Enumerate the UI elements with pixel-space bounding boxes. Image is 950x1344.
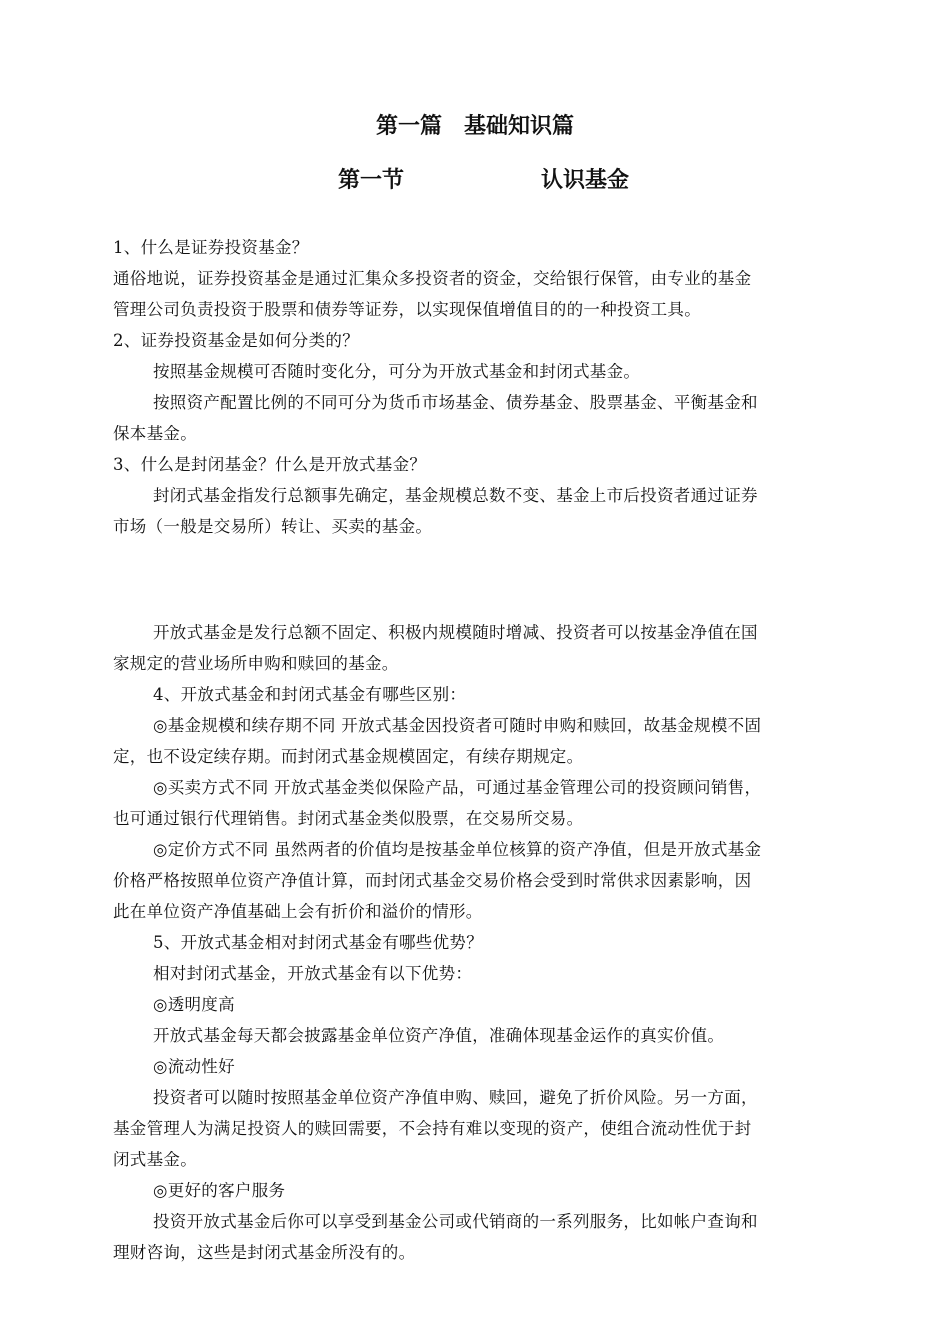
paragraph-line: 相对封闭式基金，开放式基金有以下优势： bbox=[153, 964, 473, 983]
paragraph-line: 价格严格按照单位资产净值计算，而封闭式基金交易价格会受到时常供求因素影响，因 bbox=[113, 871, 752, 890]
paragraph-line: 闭式基金。 bbox=[113, 1150, 197, 1169]
paragraph-line: 理财咨询，这些是封闭式基金所没有的。 bbox=[113, 1243, 416, 1262]
paragraph-line: 也可通过银行代理销售。封闭式基金类似股票，在交易所交易。 bbox=[113, 809, 584, 828]
difference-item: ◎基金规模和续存期不同 开放式基金因投资者可随时申购和赎回，故基金规模不固 bbox=[153, 716, 762, 735]
paragraph-line: 通俗地说，证券投资基金是通过汇集众多投资者的资金，交给银行保管，由专业的基金 bbox=[113, 269, 752, 288]
section-number: 第一节 bbox=[338, 168, 405, 193]
paragraph-line: 此在单位资产净值基础上会有折价和溢价的情形。 bbox=[113, 902, 483, 921]
question-4: 4、开放式基金和封闭式基金有哪些区别： bbox=[153, 685, 467, 704]
question-2: 2、证券投资基金是如何分类的？ bbox=[113, 331, 359, 350]
paragraph-line: 投资者可以随时按照基金单位资产净值申购、赎回，避免了折价风险。另一方面， bbox=[153, 1088, 758, 1107]
section-title: 认识基金 bbox=[541, 168, 630, 193]
paragraph-line: 定，也不设定续存期。而封闭式基金规模固定，有续存期规定。 bbox=[113, 747, 584, 766]
advantage-heading: ◎流动性好 bbox=[153, 1057, 235, 1076]
paragraph-line: 封闭式基金指发行总额事先确定，基金规模总数不变、基金上市后投资者通过证券 bbox=[153, 486, 758, 505]
advantage-heading: ◎更好的客户服务 bbox=[153, 1181, 286, 1200]
paragraph-line: 保本基金。 bbox=[113, 424, 197, 443]
paragraph-line: 投资开放式基金后你可以享受到基金公司或代销商的一系列服务，比如帐户查询和 bbox=[153, 1212, 758, 1231]
paragraph-line: 按照基金规模可否随时变化分，可分为开放式基金和封闭式基金。 bbox=[153, 362, 641, 381]
paragraph-line: 管理公司负责投资于股票和债券等证券，以实现保值增值目的的一种投资工具。 bbox=[113, 300, 701, 319]
paragraph-line: 开放式基金是发行总额不固定、积极内规模随时增减、投资者可以按基金净值在国 bbox=[153, 623, 758, 642]
advantage-heading: ◎透明度高 bbox=[153, 995, 235, 1014]
paragraph-line: 基金管理人为满足投资人的赎回需要，不会持有难以变现的资产，使组合流动性优于封 bbox=[113, 1119, 752, 1138]
paragraph-line: 家规定的营业场所申购和赎回的基金。 bbox=[113, 654, 399, 673]
question-5: 5、开放式基金相对封闭式基金有哪些优势？ bbox=[153, 933, 483, 952]
question-3: 3、什么是封闭基金？什么是开放式基金？ bbox=[113, 455, 427, 474]
difference-item: ◎买卖方式不同 开放式基金类似保险产品，可通过基金管理公司的投资顾问销售， bbox=[153, 778, 762, 797]
question-1: 1、什么是证券投资基金？ bbox=[113, 238, 309, 257]
paragraph-line: 开放式基金每天都会披露基金单位资产净值，准确体现基金运作的真实价值。 bbox=[153, 1026, 725, 1045]
difference-item: ◎定价方式不同 虽然两者的价值均是按基金单位核算的资产净值，但是开放式基金 bbox=[153, 840, 762, 859]
part-title: 第一篇 基础知识篇 bbox=[375, 114, 574, 139]
paragraph-line: 按照资产配置比例的不同可分为货币市场基金、债券基金、股票基金、平衡基金和 bbox=[153, 393, 758, 412]
paragraph-line: 市场（一般是交易所）转让、买卖的基金。 bbox=[113, 517, 433, 536]
